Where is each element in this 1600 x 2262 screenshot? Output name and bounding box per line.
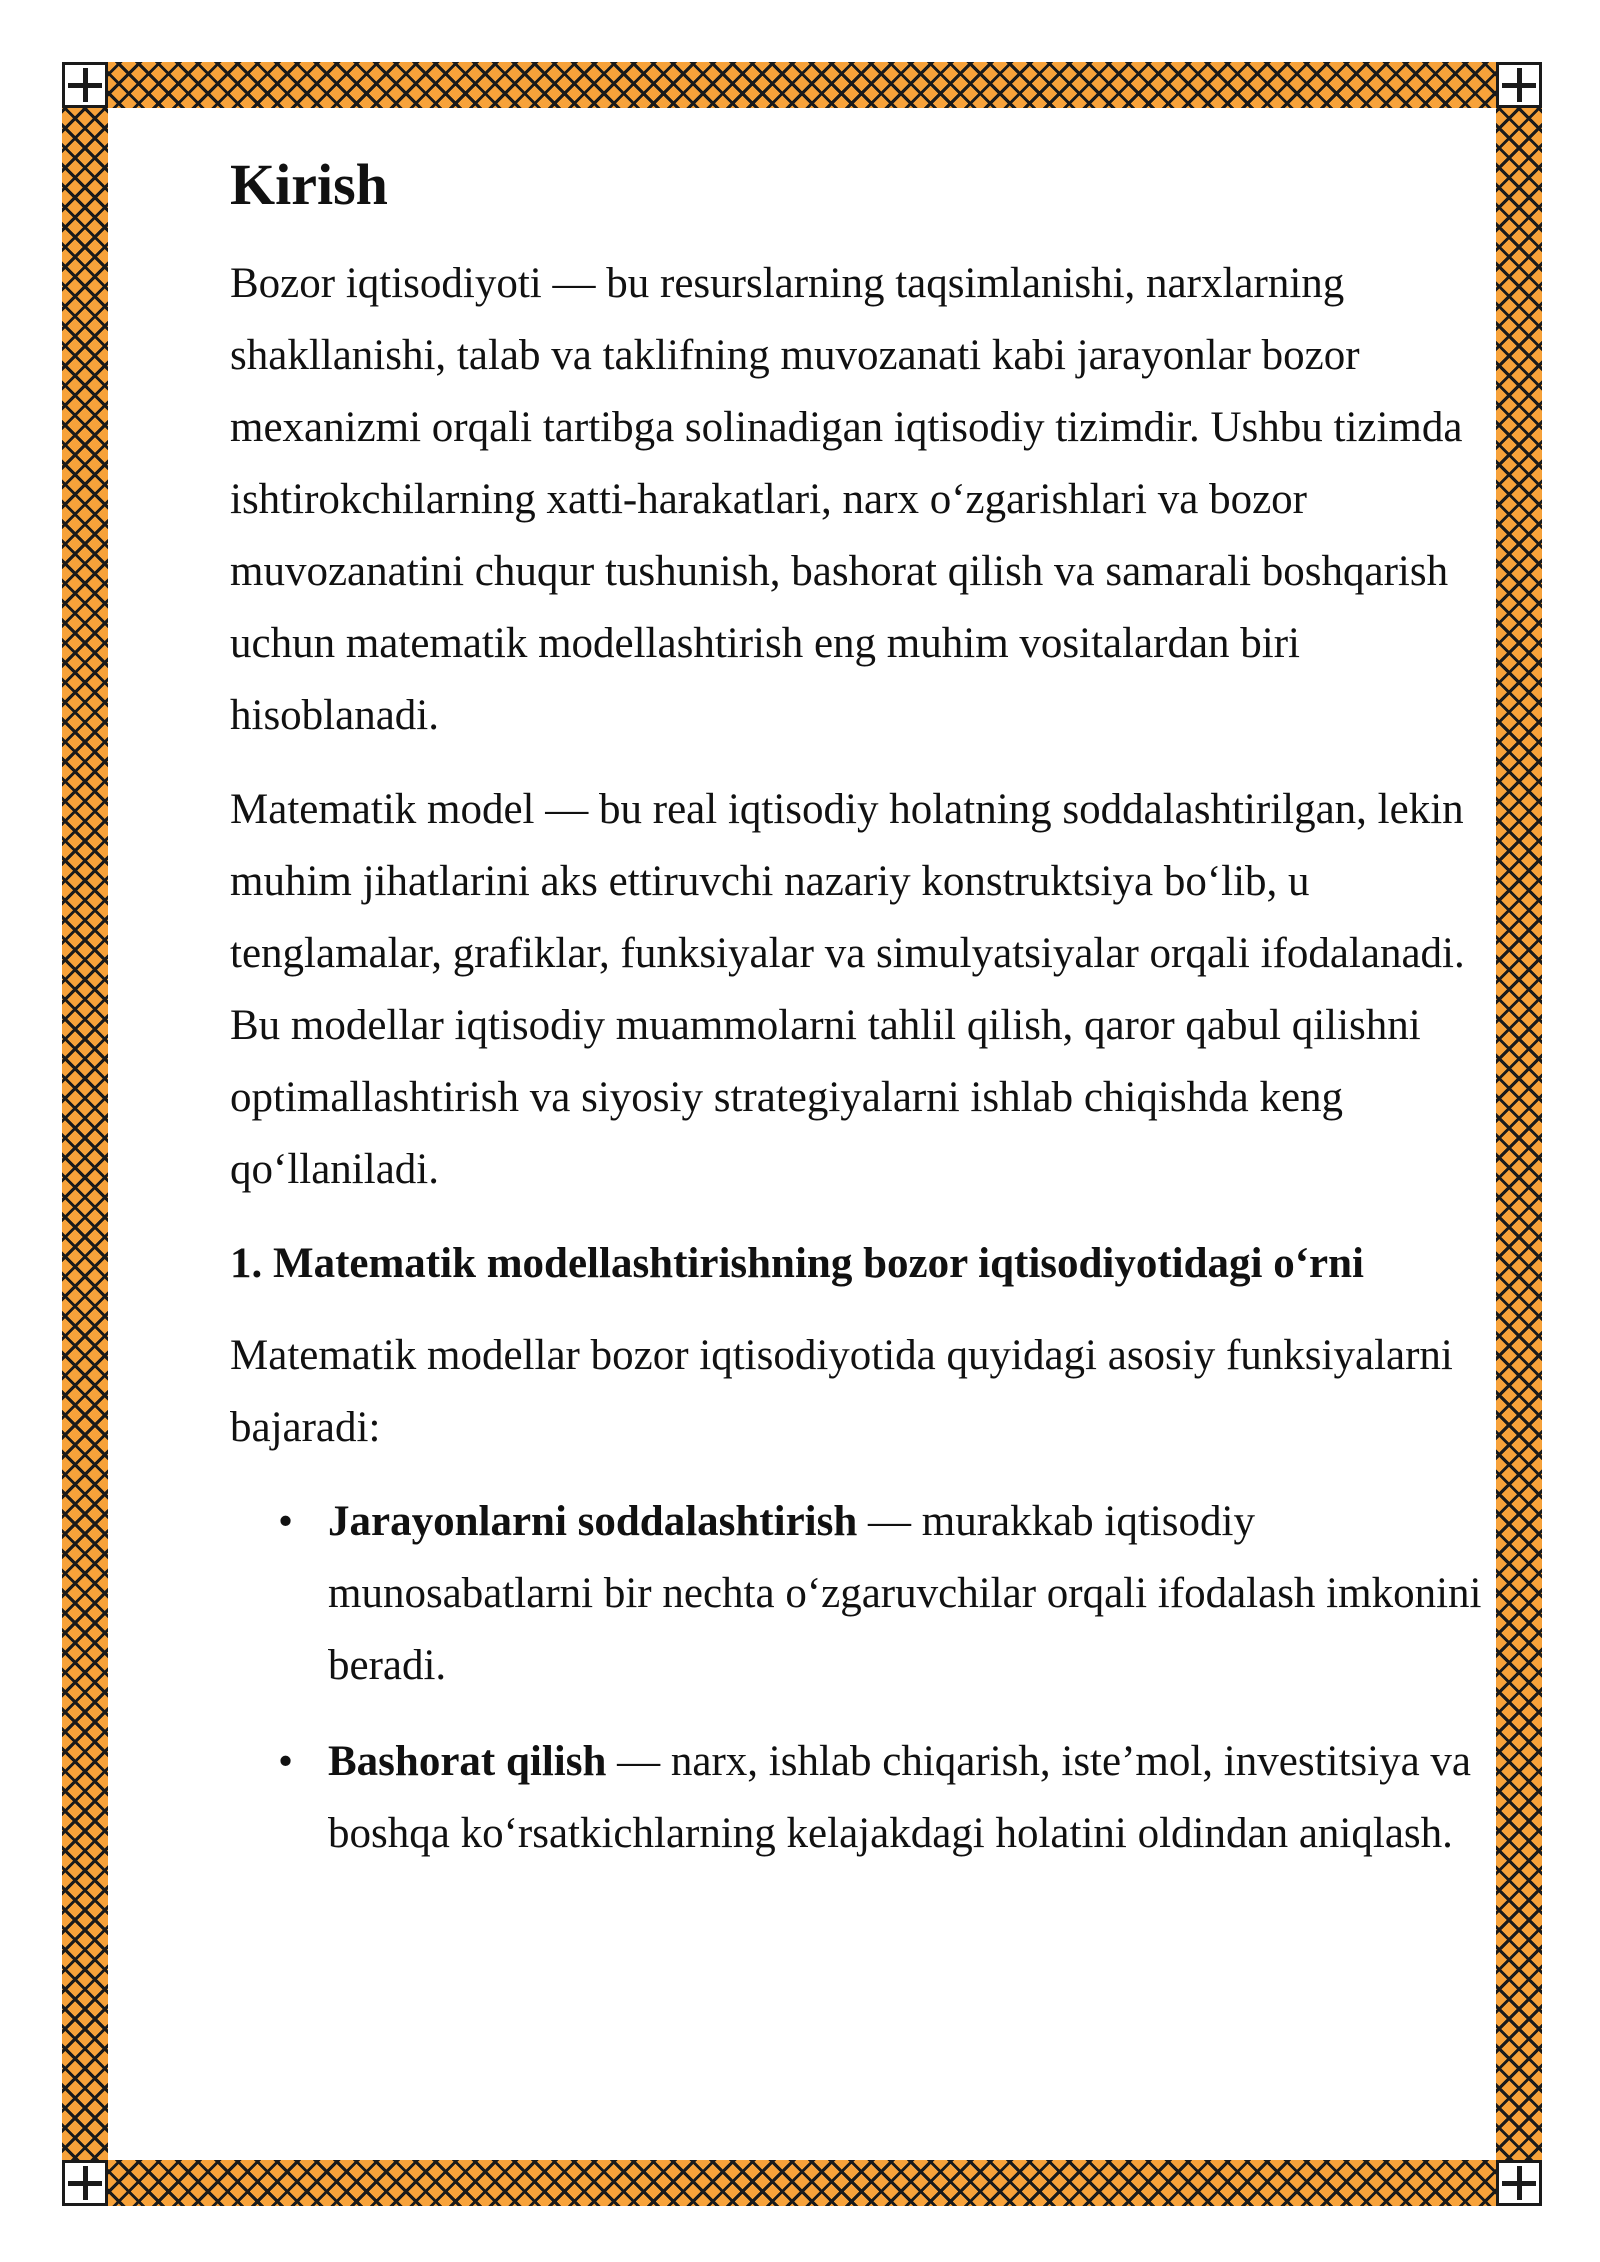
corner-cross-icon [62, 2160, 108, 2206]
border-bottom [62, 2160, 1542, 2206]
corner-cross-icon [1496, 2160, 1542, 2206]
intro-paragraph-2: Matematik model — bu real iqtisodiy holatning soddalashtirilgan, lekin muhim jihatlarini aks ettiruvchi nazariy konstruktsiya bo‘lib, u tenglamalar, grafiklar, funksiyalar va simulyatsiyalar orqali ifodalanadi. Bu modellar iqtisodiy muammolarni tahlil qilish, qaror qabul qilishni optimallashtirish va siyosiy strategiyalarni ishlab chiqishda keng qo‘llaniladi. [230, 785, 1465, 1193]
page-content [230, 150, 1490, 1894]
intro-paragraph-1: Bozor iqtisodiyoti — bu resurslarning taqsimlanishi, narxlarning shakllanishi, talab va taklifning muvozanati kabi jarayonlar bozor mexanizmi orqali tartibga solinadigan iqtisodiy tizimdir. Ushbu tizimda ishtirokchilarning xatti-harakatlari, narx o‘zgarishlari va bozor muvozanatini chuqur tushunish, bashorat qilish va samarali boshqarish uchun matematik modellashtirish eng muhim vositalardan biri hisoblanadi. [230, 259, 1463, 739]
corner-cross-icon [62, 62, 108, 108]
section-1-title: 1. Matematik modellashtirishning bozor iqtisodiyotidagi o‘rni [230, 1239, 1364, 1287]
list-item-text: — narx, ishlab chiqarish, iste’mol, investitsiya va boshqa ko‘rsatkichlarning kelajakdagi holatini oldindan aniqlash. [328, 1737, 1472, 1857]
bullet-icon: • [278, 1497, 294, 1545]
list-item-text: — murakkab iqtisodiy munosabatlarni bir nechta o‘zgaruvchilar orqali ifodalash imkonini beradi. [328, 1497, 1482, 1689]
corner-cross-icon [1496, 62, 1542, 108]
bullet-icon: • [278, 1737, 294, 1785]
list-item [230, 1486, 1490, 1702]
list-item-term: Bashorat qilish [328, 1737, 607, 1785]
list-item [230, 1726, 1490, 1870]
function-list [230, 1486, 1490, 1870]
section-1-intro: Matematik modellar bozor iqtisodiyotida quyidagi asosiy funksiyalarni bajaradi: [230, 1331, 1453, 1451]
list-item-term: Jarayonlarni soddalashtirish [328, 1497, 858, 1545]
border-top [62, 62, 1542, 108]
border-left [62, 62, 108, 2206]
page-title: Kirish [230, 152, 388, 217]
border-right [1496, 62, 1542, 2206]
